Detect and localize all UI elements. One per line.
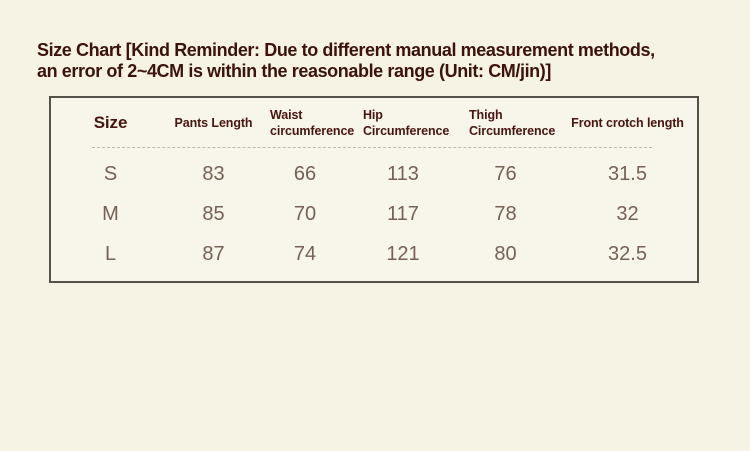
column-header-pants-length: Pants Length: [174, 115, 253, 130]
table-header-row: [51, 98, 697, 147]
cell-waist-circumference: 74: [293, 242, 317, 265]
table-row-size-s: [51, 154, 697, 194]
cell-waist-circumference: 70: [293, 202, 317, 225]
cell-front-crotch-length: 32: [616, 202, 639, 225]
table-row-size-l: [51, 234, 697, 274]
cell-waist-circumference: 66: [293, 162, 317, 185]
table-row-size-m: [51, 194, 697, 234]
page-title-line-1: Size Chart [Kind Reminder: Due to different manual measurement methods,: [37, 40, 655, 60]
cell-pants-length: 85: [202, 202, 225, 225]
column-header-waist-circumference: Waist circumference: [270, 107, 355, 138]
page-title: [37, 40, 655, 82]
cell-size: S: [103, 162, 118, 185]
cell-hip-circumference: 121: [386, 242, 420, 265]
cell-thigh-circumference: 78: [494, 202, 517, 225]
table-body: [51, 154, 697, 274]
dashed-divider: [92, 147, 652, 149]
size-chart-table: [49, 96, 699, 283]
cell-thigh-circumference: 80: [494, 242, 517, 265]
cell-front-crotch-length: 32.5: [608, 242, 647, 265]
column-header-thigh-circumference: Thigh Circumference: [469, 107, 556, 138]
cell-front-crotch-length: 31.5: [608, 162, 647, 185]
cell-thigh-circumference: 76: [494, 162, 517, 185]
cell-size: L: [104, 242, 117, 265]
column-header-size: Size: [93, 112, 128, 132]
cell-pants-length: 83: [202, 162, 225, 185]
page-title-line-2: an error of 2~4CM is within the reasonable range (Unit: CM/jin)]: [37, 61, 551, 81]
cell-pants-length: 87: [202, 242, 225, 265]
cell-size: M: [102, 202, 119, 225]
column-header-front-crotch-length: Front crotch length: [571, 115, 684, 130]
cell-hip-circumference: 117: [387, 202, 419, 225]
column-header-hip-circumference: Hip Circumference: [363, 107, 450, 138]
cell-hip-circumference: 113: [387, 162, 419, 185]
